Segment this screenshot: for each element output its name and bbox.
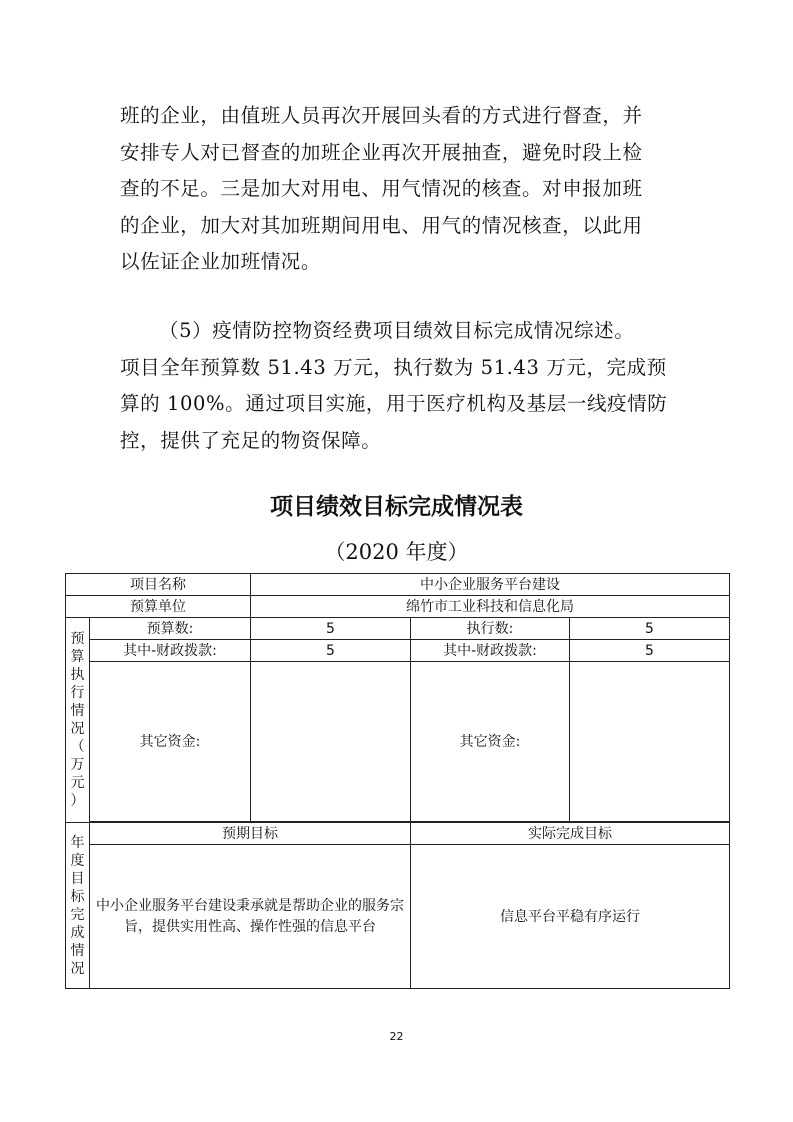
vchar: 成 bbox=[70, 924, 85, 941]
row-goal-content bbox=[66, 845, 730, 989]
para2-line-1: （5）疫情防控物资经费项目绩效目标完成情况综述。 bbox=[159, 319, 635, 342]
fiscal-allocation-label-left: 其中-财政拨款: bbox=[90, 640, 251, 662]
annual-goal-header bbox=[66, 823, 90, 989]
budget-amount-label: 预算数: bbox=[90, 618, 251, 640]
other-funds-label-right: 其它资金: bbox=[411, 662, 570, 822]
fiscal-allocation-value-left: 5 bbox=[251, 640, 411, 662]
para2-line-2: 项目全年预算数 51.43 万元，执行数为 51.43 万元，完成预 bbox=[120, 355, 667, 379]
row-goal-headers bbox=[66, 823, 730, 845]
row-budget-amount bbox=[66, 618, 730, 640]
vchar: 情 bbox=[70, 942, 85, 959]
vchar: 预 bbox=[70, 631, 85, 647]
budget-unit-label: 预算单位 bbox=[66, 596, 251, 618]
project-name-value: 中小企业服务平台建设 bbox=[251, 574, 730, 596]
vchar: 年 bbox=[70, 834, 85, 851]
para1-line-3: 查的不足。三是加大对用电、用气情况的核查。对申报加班 bbox=[120, 177, 643, 200]
para2-line-4: 控，提供了充足的物资保障。 bbox=[120, 428, 382, 452]
para1-line-4: 的企业，加大对其加班期间用电、用气的情况核查，以此用 bbox=[120, 213, 643, 237]
para1-line-5: 以佐证企业加班情况。 bbox=[120, 250, 322, 273]
vchar: 目 bbox=[70, 870, 85, 887]
vchar: 万 bbox=[70, 757, 85, 773]
expected-goal-header: 预期目标 bbox=[90, 823, 411, 845]
vchar: 标 bbox=[70, 888, 85, 905]
row-project-name bbox=[66, 574, 730, 596]
budget-amount-value: 5 bbox=[251, 618, 411, 640]
project-name-label: 项目名称 bbox=[66, 574, 251, 596]
para1-line-1: 班的企业，由值班人员再次开展回头看的方式进行督查，并 bbox=[120, 104, 643, 127]
body-paragraph-2 bbox=[120, 313, 680, 459]
row-budget-unit bbox=[66, 596, 730, 618]
vchar: 元 bbox=[70, 775, 85, 791]
vchar: 行 bbox=[70, 685, 85, 701]
para2-line-3: 算的 100%。通过项目实施，用于医疗机构及基层一线疫情防 bbox=[120, 392, 668, 415]
performance-table bbox=[65, 573, 730, 989]
executed-amount-value: 5 bbox=[570, 618, 730, 640]
fiscal-allocation-label-right: 其中-财政拨款: bbox=[411, 640, 570, 662]
budget-unit-value: 绵竹市工业科技和信息化局 bbox=[251, 596, 730, 618]
vchar: 情 bbox=[70, 703, 85, 719]
table-title: 项目绩效目标完成情况表 bbox=[270, 494, 523, 520]
page-number: 22 bbox=[389, 1030, 404, 1043]
vchar: ） bbox=[70, 793, 85, 809]
vchar: 完 bbox=[70, 906, 85, 923]
other-funds-label-left: 其它资金: bbox=[90, 662, 251, 822]
vchar: （ bbox=[70, 739, 85, 755]
table-subtitle: （2020 年度） bbox=[324, 540, 469, 564]
vchar: 度 bbox=[70, 852, 85, 869]
budget-execution-header bbox=[66, 618, 90, 823]
body-paragraph-1 bbox=[120, 98, 680, 281]
row-fiscal-allocation bbox=[66, 640, 730, 662]
actual-goal-header: 实际完成目标 bbox=[411, 823, 730, 845]
para1-line-2: 安排专人对已督查的加班企业再次开展抽查，避免时段上检 bbox=[120, 140, 643, 164]
executed-amount-label: 执行数: bbox=[411, 618, 570, 640]
actual-goal-text: 信息平台平稳有序运行 bbox=[411, 845, 730, 989]
vchar: 况 bbox=[70, 721, 85, 737]
fiscal-allocation-value-right: 5 bbox=[570, 640, 730, 662]
vchar: 执 bbox=[70, 667, 85, 683]
row-other-funds bbox=[66, 662, 730, 822]
vchar: 况 bbox=[70, 960, 85, 977]
other-funds-value-left bbox=[251, 662, 411, 822]
expected-goal-text: 中小企业服务平台建设秉承就是帮助企业的服务宗旨，提供实用性高、操作性强的信息平台 bbox=[90, 845, 411, 989]
vchar: 算 bbox=[70, 649, 85, 665]
other-funds-value-right bbox=[570, 662, 730, 822]
